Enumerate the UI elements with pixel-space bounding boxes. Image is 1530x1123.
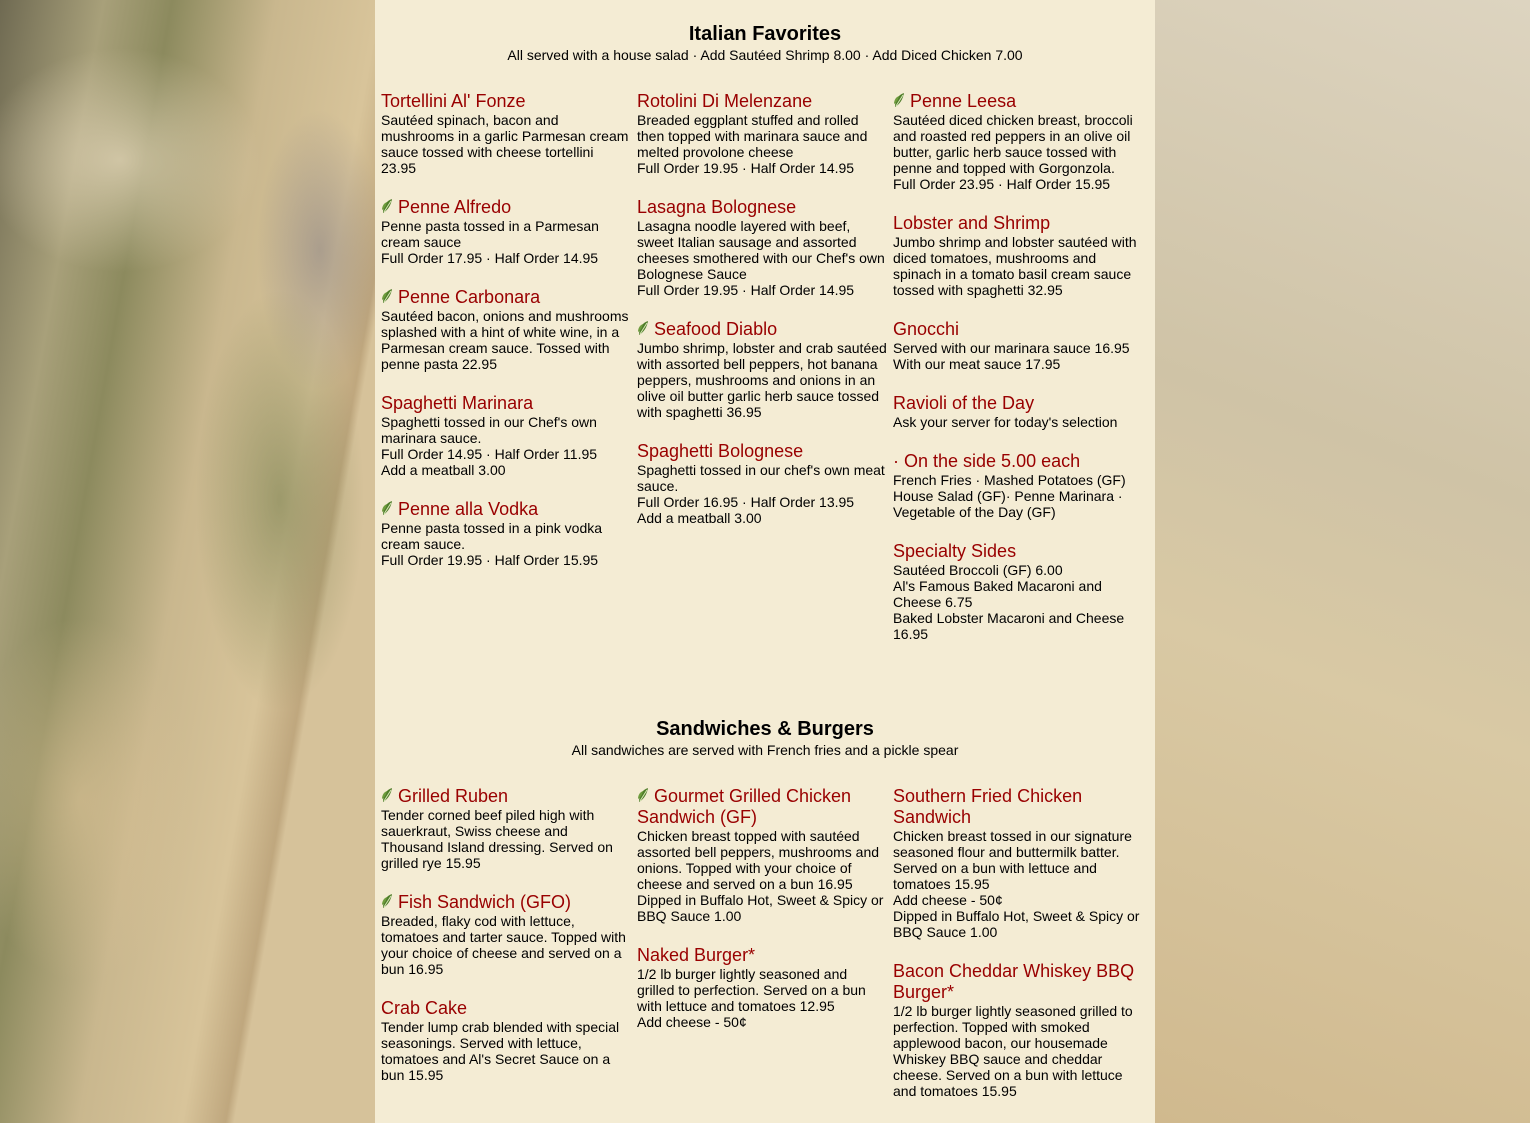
menu-item-name	[893, 961, 1143, 1003]
menu-item-description: 1/2 lb burger lightly seasoned grilled to perfection. Topped with smoked applewood bacon, our housemade Whiskey BBQ sauce and cheddar cheese. Served on a bun with lettuce and tomatoes 15.95	[893, 1003, 1133, 1099]
menu-item-description: Full Order 19.95 · Half Order 14.95	[637, 160, 855, 176]
menu-item	[637, 786, 887, 924]
menu-item-name	[381, 892, 631, 913]
menu-item-description: With our meat sauce 17.95	[893, 356, 1061, 372]
menu-item-description: Full Order 14.95 · Half Order 11.95	[381, 446, 598, 462]
leaf-icon	[893, 92, 906, 108]
menu-item-description: Al's Famous Baked Macaroni and Cheese 6.75	[893, 578, 1102, 610]
menu-item-description: Tender lump crab blended with special seasonings. Served with lettuce, tomatoes and Al's Secret Sauce on a bun 15.95	[381, 1019, 620, 1083]
menu-item-name	[893, 319, 1143, 340]
menu-item-description: Dipped in Buffalo Hot, Sweet & Spicy or BBQ Sauce 1.00	[893, 908, 1140, 940]
background-left	[0, 0, 375, 1123]
leaf-icon	[381, 198, 394, 214]
menu-item-description: Full Order 19.95 · Half Order 14.95	[637, 282, 855, 298]
leaf-icon	[381, 288, 394, 304]
menu-item-name	[637, 945, 887, 966]
menu-item-name	[637, 91, 887, 112]
menu-item-title: Gnocchi	[893, 319, 960, 339]
menu-item-name	[637, 441, 887, 462]
menu-item-title: Grilled Ruben	[398, 786, 509, 806]
menu-item-name	[637, 319, 887, 340]
menu-item-title: Penne Alfredo	[398, 197, 512, 217]
menu-item-description: Penne pasta tossed in a pink vodka cream sauce.	[381, 520, 603, 552]
menu-item-title: Spaghetti Marinara	[381, 393, 534, 413]
menu-item-description: Jumbo shrimp and lobster sautéed with diced tomatoes, mushrooms and spinach in a tomato basil cream sauce tossed with spaghetti 32.95	[893, 234, 1137, 298]
menu-item	[637, 91, 887, 176]
menu-item-name	[893, 451, 1143, 472]
menu-item-description: Add cheese - 50¢	[637, 1014, 747, 1030]
menu-item-name	[637, 786, 887, 828]
menu-item-name	[893, 786, 1143, 828]
menu-item	[381, 892, 631, 977]
leaf-icon	[381, 787, 394, 803]
menu-item-description: Dipped in Buffalo Hot, Sweet & Spicy or BBQ Sauce 1.00	[637, 892, 884, 924]
menu-item	[381, 998, 631, 1083]
menu-item-name	[893, 213, 1143, 234]
menu-item-description: Full Order 19.95 · Half Order 15.95	[381, 552, 599, 568]
menu-item	[381, 91, 631, 176]
menu-item-title: Lobster and Shrimp	[893, 213, 1051, 233]
menu-item-title: Seafood Diablo	[654, 319, 778, 339]
menu-item	[893, 319, 1143, 372]
menu-item-name	[381, 786, 631, 807]
menu-item-title: Gourmet Grilled Chicken Sandwich (GF)	[637, 786, 852, 827]
menu-item-name	[381, 998, 631, 1019]
menu-item	[637, 319, 887, 420]
menu-item-title: Naked Burger*	[637, 945, 756, 965]
menu-item-description: Jumbo shrimp, lobster and crab sautéed with assorted bell peppers, hot banana peppers, mushrooms and onions in an olive oil butter garlic herb sauce tossed with spaghetti 36.95	[637, 340, 887, 420]
menu-item-name	[381, 91, 631, 112]
leaf-icon	[637, 787, 650, 803]
menu-item-title: Southern Fried Chicken Sandwich	[893, 786, 1083, 827]
menu-item-description: Ask your server for today's selection	[893, 414, 1118, 430]
menu-item	[381, 287, 631, 372]
sandwiches-title: Sandwiches & Burgers	[656, 718, 874, 740]
menu-item-description: Sautéed Broccoli (GF) 6.00	[893, 562, 1063, 578]
menu-item-title: Penne alla Vodka	[398, 499, 539, 519]
menu-item-description: Add a meatball 3.00	[637, 510, 762, 526]
menu-item-name	[381, 197, 631, 218]
menu-item-title: Penne Carbonara	[398, 287, 541, 307]
menu-item	[893, 451, 1143, 520]
leaf-icon	[381, 893, 394, 909]
menu-item-description: Spaghetti tossed in our chef's own meat sauce.	[637, 462, 885, 494]
menu-item	[893, 213, 1143, 298]
menu-item-description: Penne pasta tossed in a Parmesan cream sauce	[381, 218, 599, 250]
menu-item-description: Tender corned beef piled high with sauerkraut, Swiss cheese and Thousand Island dressing. Served on grilled rye 15.95	[381, 807, 613, 871]
menu-item-description: Full Order 16.95 · Half Order 13.95	[637, 494, 855, 510]
menu-item-name	[637, 197, 887, 218]
menu-item-name	[381, 287, 631, 308]
menu-item-title: Tortellini Al' Fonze	[381, 91, 526, 111]
menu-item-description: Baked Lobster Macaroni and Cheese 16.95	[893, 610, 1125, 642]
menu-item-description: Add cheese - 50¢	[893, 892, 1003, 908]
menu-item	[381, 197, 631, 266]
sandwiches-subtitle: All sandwiches are served with French fries and a pickle spear	[571, 742, 959, 758]
menu-item-name	[893, 541, 1143, 562]
menu-item-description: Full Order 23.95 · Half Order 15.95	[893, 176, 1111, 192]
menu-item	[893, 961, 1143, 1099]
menu-item-description: Chicken breast topped with sautéed assorted bell peppers, mushrooms and onions. Topped with your choice of cheese and served on a bun 16.95	[637, 828, 880, 892]
menu-item-title: Lasagna Bolognese	[637, 197, 797, 217]
menu-item-name	[381, 393, 631, 414]
menu-item	[637, 945, 887, 1030]
menu-item-title: Specialty Sides	[893, 541, 1017, 561]
menu-item-description: Breaded, flaky cod with lettuce, tomatoes and tarter sauce. Topped with your choice of cheese and served on a bun 16.95	[381, 913, 626, 977]
menu-item-title: Penne Leesa	[910, 91, 1017, 111]
leaf-icon	[637, 320, 650, 336]
italian-title: Italian Favorites	[688, 23, 842, 45]
menu-item-description: 1/2 lb burger lightly seasoned and grilled to perfection. Served on a bun with lettuce and tomatoes 12.95	[637, 966, 866, 1014]
menu-item-description: Chicken breast tossed in our signature seasoned flour and buttermilk batter. Served on a bun with lettuce and tomatoes 15.95	[893, 828, 1132, 892]
menu-item-title: Bacon Cheddar Whiskey BBQ Burger*	[893, 961, 1135, 1002]
menu-item	[893, 91, 1143, 192]
menu-item	[893, 393, 1143, 430]
menu-item-description: Served with our marinara sauce 16.95	[893, 340, 1130, 356]
menu-item-description: Sautéed diced chicken breast, broccoli and roasted red peppers in an olive oil butter, garlic herb sauce tossed with penne and topped with Gorgonzola.	[893, 112, 1133, 176]
italian-subtitle: All served with a house salad · Add Sautéed Shrimp 8.00 · Add Diced Chicken 7.00	[507, 47, 1023, 63]
menu-item-description: Full Order 17.95 · Half Order 14.95	[381, 250, 599, 266]
menu-item-title: Spaghetti Bolognese	[637, 441, 804, 461]
menu-item-description: Sautéed spinach, bacon and mushrooms in a garlic Parmesan cream sauce tossed with cheese tortellini 23.95	[381, 112, 629, 176]
menu-item	[381, 499, 631, 568]
leaf-icon	[381, 500, 394, 516]
menu-item-title: Fish Sandwich (GFO)	[398, 892, 572, 912]
menu-item-title: · On the side 5.00 each	[893, 451, 1081, 471]
menu-item	[381, 786, 631, 871]
menu-item-title: Rotolini Di Melenzane	[637, 91, 813, 111]
menu-item-name	[893, 91, 1143, 112]
menu-item	[893, 541, 1143, 642]
menu-item-description: Breaded eggplant stuffed and rolled then topped with marinara sauce and melted provolone cheese	[637, 112, 868, 160]
menu-item	[637, 197, 887, 298]
menu-item-name	[893, 393, 1143, 414]
menu-item	[893, 786, 1143, 940]
menu-item-description: French Fries · Mashed Potatoes (GF)	[893, 472, 1126, 488]
menu-item	[381, 393, 631, 478]
menu-item-description: Spaghetti tossed in our Chef's own marinara sauce.	[381, 414, 597, 446]
menu-item-title: Crab Cake	[381, 998, 468, 1018]
menu-item-description: Sautéed bacon, onions and mushrooms splashed with a hint of white wine, in a Parmesan cream sauce. Tossed with penne pasta 22.95	[381, 308, 629, 372]
menu-item	[637, 441, 887, 526]
background-right	[1155, 0, 1530, 1123]
menu-item-name	[381, 499, 631, 520]
menu-item-title: Ravioli of the Day	[893, 393, 1035, 413]
menu-item-description: Add a meatball 3.00	[381, 462, 506, 478]
menu-item-description: Lasagna noodle layered with beef, sweet Italian sausage and assorted cheeses smothered with our Chef's own Bolognese Sauce	[637, 218, 885, 282]
menu-item-description: House Salad (GF)· Penne Marinara · Vegetable of the Day (GF)	[893, 488, 1123, 520]
